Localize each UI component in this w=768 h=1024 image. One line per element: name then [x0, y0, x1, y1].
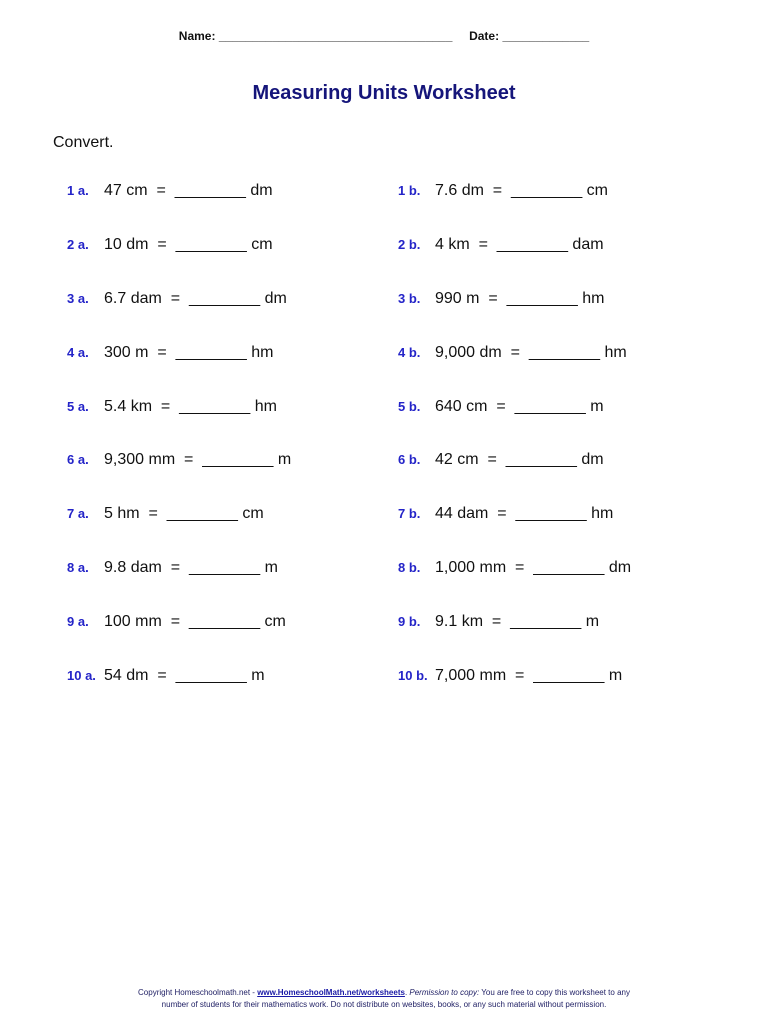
worksheet-title: Measuring Units Worksheet — [252, 82, 516, 104]
problem-9a — [67, 611, 286, 633]
problem-number: 5 b. — [398, 398, 421, 414]
problem-number: 1 b. — [398, 183, 421, 198]
problem-8b — [398, 557, 631, 579]
problem-number: 1 a. — [67, 183, 89, 198]
problem-7b — [398, 503, 613, 525]
problem-number: 9 b. — [398, 614, 421, 630]
problem-row-5 — [0, 396, 768, 450]
problem-text: 1,000 mm = ________ dm — [435, 559, 632, 577]
problem-text: 100 mm = ________ cm — [104, 613, 286, 631]
problem-number: 8 a. — [67, 560, 89, 576]
problem-1b — [398, 180, 608, 202]
problem-text: 54 dm = ________ m — [104, 667, 265, 685]
problem-number: 10 b. — [398, 668, 428, 684]
problem-2a — [67, 234, 273, 256]
problem-text: 9.8 dam = ________ m — [104, 559, 278, 577]
footer-line-1 — [0, 987, 768, 999]
worksheets-link[interactable]: www.HomeschoolMath.net/worksheets — [257, 988, 405, 997]
problem-4a — [67, 342, 273, 364]
problem-text: 990 m = ________ hm — [435, 289, 605, 307]
problem-row-9 — [0, 611, 768, 665]
footer-line-2: number of students for their mathematics work. Do not distribute on websites, books, or any such material without permission. — [161, 1000, 607, 1009]
name-label: Name: — [178, 29, 216, 43]
problem-3b — [398, 288, 604, 310]
problem-number: 6 b. — [398, 452, 421, 468]
problem-text: 5.4 km = ________ hm — [104, 397, 277, 415]
problem-10a — [67, 665, 265, 687]
problem-text: 10 dm = ________ cm — [104, 235, 273, 253]
problem-text: 7,000 mm = ________ m — [435, 667, 623, 685]
problem-number: 7 b. — [398, 506, 421, 522]
copyright-footer — [0, 987, 768, 1011]
period-text: . — [404, 988, 410, 997]
problem-text: 7.6 dm = ________ cm — [435, 182, 608, 199]
problem-number: 4 b. — [398, 344, 421, 360]
problem-text: 9.1 km = ________ m — [435, 613, 600, 631]
name-date-header — [0, 29, 768, 43]
problem-number: 10 a. — [67, 668, 96, 684]
problem-text: 47 cm = ________ dm — [104, 182, 273, 199]
problem-row-4 — [0, 342, 768, 396]
problem-number: 4 a. — [67, 344, 89, 360]
problem-9b — [398, 611, 599, 633]
problem-2b — [398, 234, 604, 256]
problem-list — [0, 180, 768, 719]
problem-row-1 — [0, 180, 768, 234]
problem-number: 7 a. — [67, 506, 89, 522]
problem-number: 8 b. — [398, 560, 421, 576]
problem-row-7 — [0, 503, 768, 557]
problem-number: 3 a. — [67, 290, 89, 306]
problem-text: 9,300 mm = ________ m — [104, 451, 292, 469]
permission-label: Permission to copy: — [409, 988, 480, 997]
problem-text: 4 km = ________ dam — [435, 235, 604, 253]
problem-6b — [398, 449, 604, 471]
problem-row-6 — [0, 449, 768, 503]
problem-number: 3 b. — [398, 290, 421, 306]
problem-text: 9,000 dm = ________ hm — [435, 343, 627, 361]
problem-text: 640 cm = ________ m — [435, 397, 604, 415]
problem-number: 2 a. — [67, 236, 89, 252]
problem-8a — [67, 557, 278, 579]
problem-6a — [67, 449, 291, 471]
date-blank[interactable]: _____________ — [502, 29, 590, 43]
problem-4b — [398, 342, 627, 364]
problem-text: 300 m = ________ hm — [104, 343, 274, 361]
problem-text: 44 dam = ________ hm — [435, 505, 614, 523]
problem-5a — [67, 396, 277, 418]
problem-text: 42 cm = ________ dm — [435, 451, 604, 469]
problem-row-10 — [0, 665, 768, 719]
permission-text: You are free to copy this worksheet to any — [479, 988, 630, 997]
problem-number: 6 a. — [67, 452, 89, 468]
problem-row-2 — [0, 234, 768, 288]
problem-3a — [67, 288, 287, 310]
problem-text: 6.7 dam = ________ dm — [104, 289, 287, 307]
problem-number: 2 b. — [398, 236, 421, 252]
problem-number: 9 a. — [67, 614, 89, 630]
problem-row-3 — [0, 288, 768, 342]
problem-1a — [67, 180, 273, 202]
instruction-text: Convert. — [53, 134, 114, 151]
problem-row-8 — [0, 557, 768, 611]
problem-10b — [398, 665, 622, 687]
name-blank[interactable]: ___________________________________ — [218, 29, 453, 43]
problem-5b — [398, 396, 604, 418]
problem-number: 5 a. — [67, 398, 89, 414]
copyright-text: Copyright Homeschoolmath.net - — [138, 988, 258, 997]
date-label: Date: — [469, 29, 500, 43]
problem-text: 5 hm = ________ cm — [104, 505, 264, 523]
problem-7a — [67, 503, 264, 525]
